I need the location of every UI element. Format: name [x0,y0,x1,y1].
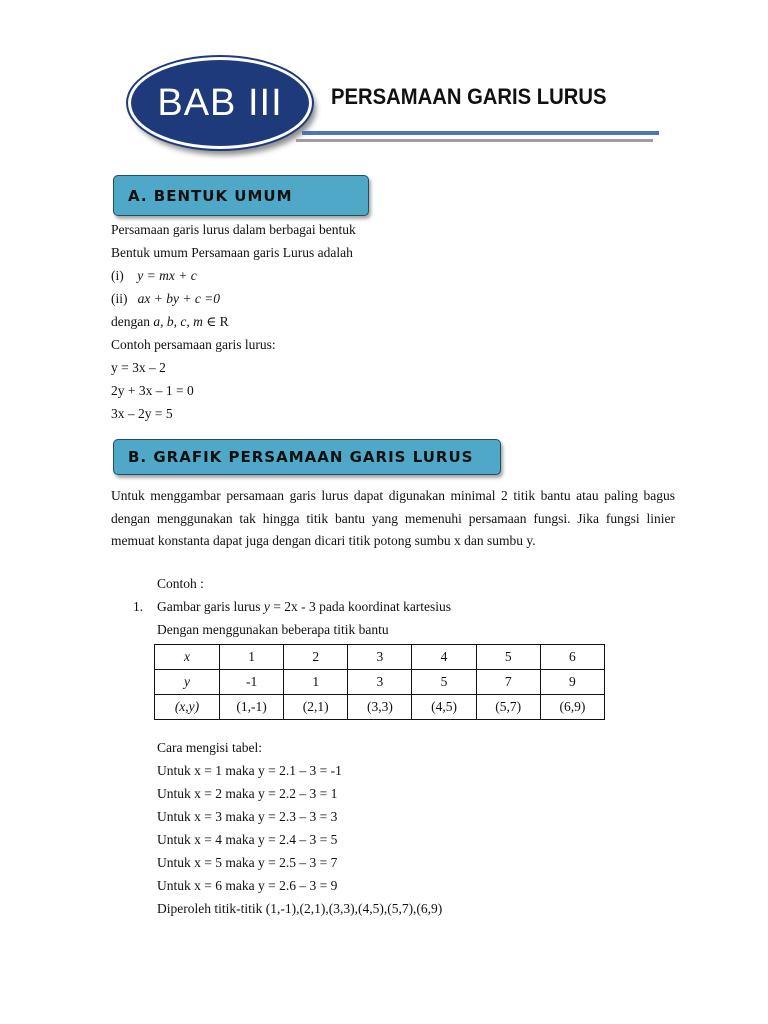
fill-label: Cara mengisi tabel: [157,740,262,755]
condition-vars: a, b, c, m [153,314,203,329]
general-form-intro: Bentuk umum Persamaan garis Lurus adalah [111,245,353,260]
example-label: Contoh : [157,576,204,591]
examples-label: Contoh persamaan garis lurus: [111,337,276,352]
fill-step: Untuk x = 6 maka y = 2.6 – 3 = 9 [157,878,338,893]
form-ii-equation: ax + by + c =0 [137,291,221,306]
title-underline-blue [302,131,659,135]
item-1-text: Gambar garis lurus y = 2x - 3 pada koordinat kartesius [157,599,452,614]
table-cell: 1 [220,645,284,670]
table-cell: (3,3) [348,695,412,720]
section-b-paragraph: Untuk menggambar persamaan garis lurus dapat digunakan minimal 2 titik bantu atau paling bagus dengan menggunakan tak hingga titik bantu yang memenuhi persamaan fungsi. Jika fungsi linier memuat konstanta dapat juga dengan dicari titik potong sumbu x dan sumbu y. [111,488,675,549]
chapter-badge-label: BAB III [157,81,283,124]
table-row [155,645,605,670]
table-row-header: y [155,670,220,695]
form-ii-label: (ii) [111,291,128,306]
table-cell: (2,1) [284,695,348,720]
form-condition [111,314,229,330]
title-underline-gray [296,139,653,142]
form-i [111,268,197,284]
table-cell: 1 [284,670,348,695]
section-a-heading: A. BENTUK UMUM [128,186,293,205]
fill-step: Untuk x = 5 maka y = 2.5 – 3 = 7 [157,855,338,870]
fill-step: Untuk x = 2 maka y = 2.2 – 3 = 1 [157,786,338,801]
table-cell: 5 [476,645,540,670]
table-row [155,695,605,720]
table-cell: 3 [348,645,412,670]
condition-prefix: dengan [111,314,154,329]
table-cell: 3 [348,670,412,695]
table-row-header: x [155,645,220,670]
table-row-header: (x,y) [155,695,220,720]
table-cell: (4,5) [412,695,476,720]
condition-suffix: ∈ R [202,314,229,329]
section-a-intro: Persamaan garis lurus dalam berbagai bentuk [111,222,356,237]
fill-step: Untuk x = 1 maka y = 2.1 – 3 = -1 [157,763,342,778]
chapter-badge [128,57,312,149]
table-cell: 4 [412,645,476,670]
result-points: Diperoleh titik-titik (1,-1),(2,1),(3,3),(4,5),(5,7),(6,9) [157,901,443,916]
form-i-equation: y = mx + c [137,268,197,283]
example-equation-3: 3x – 2y = 5 [111,406,173,421]
table-cell: 6 [540,645,604,670]
item-number: 1. [133,599,144,614]
table-cell: 9 [540,670,604,695]
form-ii [111,291,220,307]
table-cell: 5 [412,670,476,695]
table-cell: (6,9) [540,695,604,720]
table-cell: 7 [476,670,540,695]
example-equation-2: 2y + 3x – 1 = 0 [111,383,194,398]
points-table [154,644,605,720]
table-cell: -1 [220,670,284,695]
table-cell: 2 [284,645,348,670]
table-cell: (5,7) [476,695,540,720]
fill-step: Untuk x = 4 maka y = 2.4 – 3 = 5 [157,832,338,847]
section-b-heading-box [113,439,501,475]
form-i-label: (i) [111,268,124,283]
example-equation-1: y = 3x – 2 [111,360,166,375]
section-a-heading-box [113,175,369,216]
table-row [155,670,605,695]
table-cell: (1,-1) [220,695,284,720]
chapter-title: PERSAMAAN GARIS LURUS [331,84,607,109]
section-b-heading: B. GRAFIK PERSAMAAN GARIS LURUS [128,448,474,466]
item-1-subtext: Dengan menggunakan beberapa titik bantu [157,622,389,637]
fill-step: Untuk x = 3 maka y = 2.3 – 3 = 3 [157,809,338,824]
